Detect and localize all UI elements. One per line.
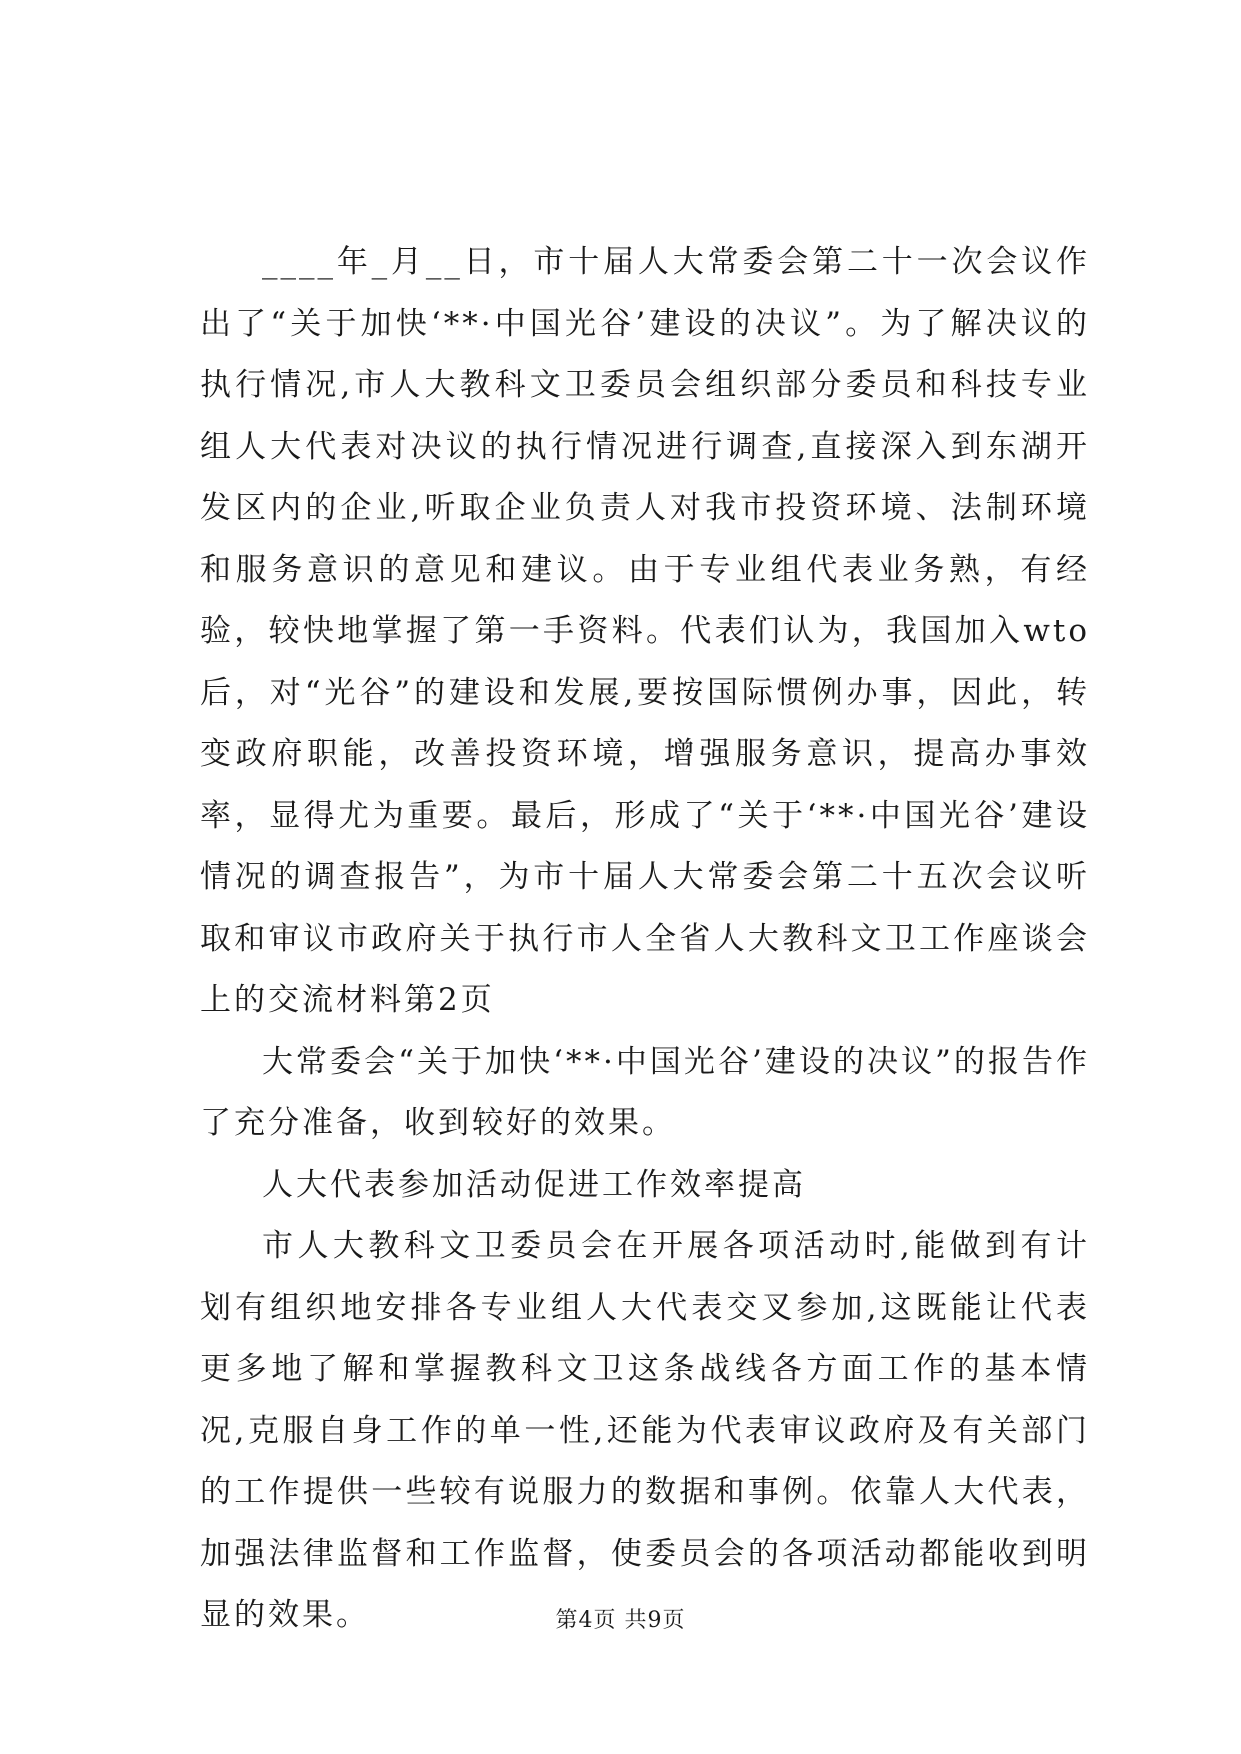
paragraph-report-preparation: 大常委会“关于加快‘**·中国光谷’建设的决议”的报告作了充分准备，收到较好的效果。 <box>200 1043 1090 1141</box>
section-heading: 人大代表参加活动促进工作效率提高 <box>262 1166 806 1203</box>
paragraph-survey-report: ____年_月__日，市十届人大常委会第二十一次会议作出了“关于加快‘**·中国光谷’建设的决议”。为了解决议的执行情况,市人大教科文卫委员会组织部分委员和科技专业组人大代表对决议的执行情况进行调查,直接深入到东湖开发区内的企业,听取企业负责人对我市投资环境、法制环境和服务意识的意见和建议。由于专业组代表业务熟，有经验，较快地掌握了第一手资料。代表们认为，我国加入wto后，对“光谷”的建设和发展,要按国际惯例办事，因此，转变政府职能，改善投资环境，增强服务意识，提高办事效率，显得尤为重要。最后，形成了“关于‘**·中国光谷’建设情况的调查报告”，为市十届人大常委会第二十五次会议听取和审议市政府关于执行市人全省人大教科文卫工作座谈会上的交流材料第2页 <box>200 244 1090 1018</box>
paragraph-committee-activities: 市人大教科文卫委员会在开展各项活动时,能做到有计划有组织地安排各专业组人大代表交叉参加,这既能让代表更多地了解和掌握教科文卫这条战线各方面工作的基本情况,克服自身工作的单一性,还能为代表审议政府及有关部门的工作提供一些较有说服力的数据和事例。依靠人大代表，加强法律监督和工作监督，使委员会的各项活动都能收到明显的效果。 <box>200 1228 1090 1633</box>
page-footer: 第4页 共9页 <box>555 1608 686 1633</box>
document-body <box>200 232 1090 1647</box>
